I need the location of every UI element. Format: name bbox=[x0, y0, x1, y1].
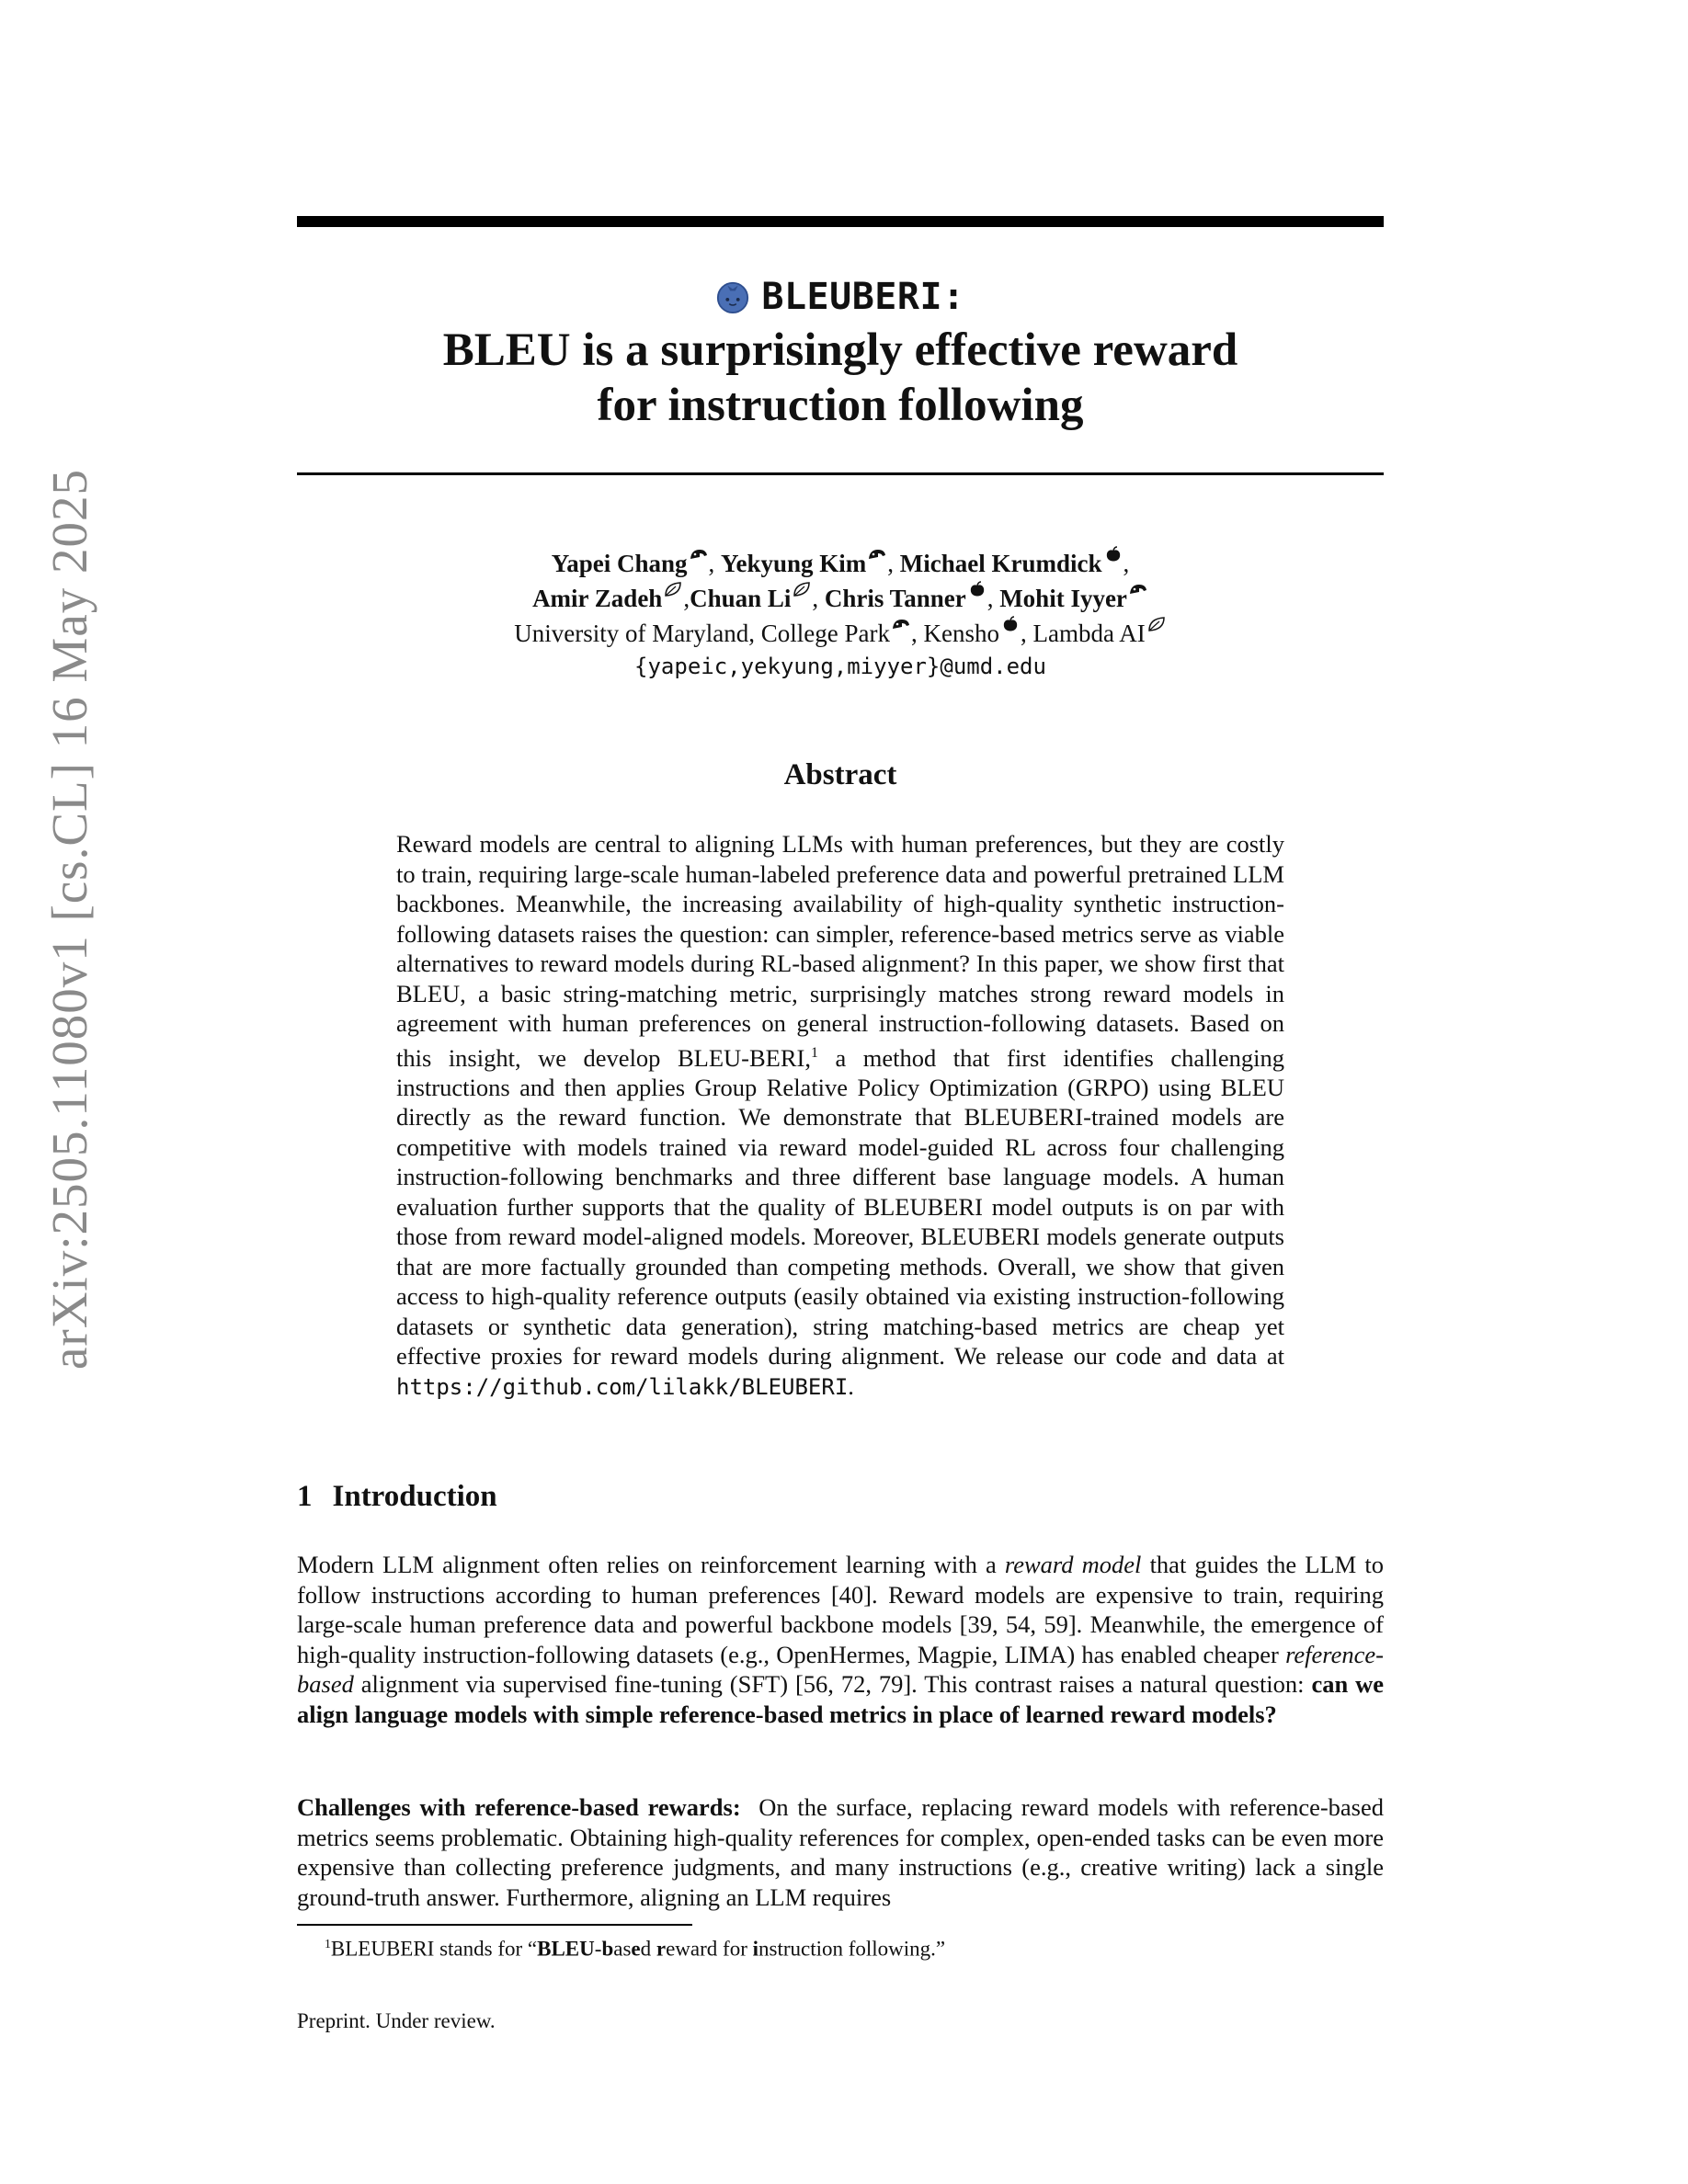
leaf-icon bbox=[663, 581, 683, 597]
leaf-icon bbox=[1146, 616, 1167, 632]
footnote-bold: r bbox=[656, 1937, 667, 1961]
footnote-bold: i bbox=[752, 1937, 758, 1961]
footnote-number: 1 bbox=[325, 1937, 331, 1951]
terrapin-icon bbox=[689, 546, 709, 563]
paragraph-text: alignment via supervised fine-tuning (SFT) [56, 72, 79]. This contrast raises a natural question: bbox=[353, 1670, 1312, 1698]
terrapin-icon bbox=[891, 616, 911, 632]
blueberry-icon bbox=[715, 279, 750, 314]
emphasis-text: reward model bbox=[1004, 1551, 1142, 1578]
author-name: Chris Tanner bbox=[824, 585, 966, 612]
intro-paragraph-1 bbox=[297, 1550, 1384, 1729]
author-block bbox=[297, 546, 1384, 682]
title-bottom-rule bbox=[297, 472, 1384, 475]
affiliation: University of Maryland, College Park bbox=[514, 620, 890, 647]
author-name: Amir Zadeh bbox=[532, 585, 663, 612]
title-top-rule bbox=[297, 216, 1384, 227]
footnote-text: - bbox=[594, 1937, 602, 1961]
footnote-text: as bbox=[613, 1937, 632, 1961]
author-name: Chuan Li bbox=[690, 585, 792, 612]
terrapin-icon bbox=[867, 546, 887, 563]
paper-title bbox=[297, 271, 1384, 433]
paragraph-text: On the surface, replacing reward models with reference-based metrics seems problematic. Obtaining high-quality references for complex, open-ended tasks can be even more expensive than collecting preference judgments, and many instructions (e.g., creative writing) lack a single ground-truth answer. Furthermore, aligning an LLM requires bbox=[297, 1793, 1385, 1911]
author-name: Mohit Iyyer bbox=[999, 585, 1127, 612]
title-brand-name: BLEUBERI: bbox=[761, 276, 965, 318]
abstract-text: . bbox=[848, 1371, 854, 1400]
footnote-bold: e bbox=[631, 1937, 641, 1961]
emphasis-text: reference-based bbox=[297, 1640, 1384, 1698]
apple-icon bbox=[967, 581, 987, 597]
author-email: {yapeic,yekyung,miyyer}@umd.edu bbox=[634, 654, 1046, 679]
footnote-rule bbox=[297, 1924, 692, 1926]
affiliation-line: University of Maryland, College Park , Kensho , Lambda AI bbox=[297, 616, 1384, 651]
paragraph-text: that guides the LLM to follow instructions according to human preferences [40]. Reward models are expensive to train, requiring large-scale human preference data and powerful backbone models [39, 54, 59]. Meanwhile, the emergence of high-quality instruction-following datasets (e.g., OpenHermes, Magpie, LIMA) has enabled cheaper bbox=[297, 1551, 1384, 1668]
affiliation: Lambda AI bbox=[1032, 620, 1146, 647]
footnote bbox=[325, 1930, 945, 1963]
code-url-link[interactable]: https://github.com/lilakk/BLEUBERI bbox=[396, 1373, 849, 1400]
paragraph-run-in-heading: Challenges with reference-based rewards: bbox=[297, 1793, 741, 1821]
footnote-text: BLEUBERI stands for “ bbox=[330, 1937, 538, 1961]
footnote-marker: 1 bbox=[810, 1044, 818, 1061]
intro-paragraph-2 bbox=[297, 1792, 1384, 1912]
author-name: Yekyung Kim bbox=[721, 550, 867, 577]
author-line-1: Yapei Chang , Yekyung Kim , Michael Krumdick , bbox=[297, 546, 1384, 581]
abstract-heading: Abstract bbox=[783, 758, 897, 791]
footnote-text: eward for bbox=[666, 1937, 753, 1961]
title-line-2: for instruction following bbox=[597, 380, 1084, 431]
footnote-text: nstruction following.” bbox=[758, 1937, 946, 1961]
arxiv-identifier-stamp: arXiv:2505.11080v1 [cs.CL] 16 May 2025 bbox=[41, 469, 97, 1371]
footnote-bold: b bbox=[601, 1937, 614, 1961]
author-name: Yapei Chang bbox=[551, 550, 688, 577]
preprint-notice: Preprint. Under review. bbox=[297, 2009, 496, 2032]
section-title: Introduction bbox=[332, 1480, 497, 1513]
section-number: 1 bbox=[297, 1480, 313, 1513]
section-heading-introduction bbox=[297, 1480, 497, 1514]
paragraph-text: Modern LLM alignment often relies on reinforcement learning with a bbox=[297, 1551, 1005, 1578]
leaf-icon bbox=[792, 581, 812, 597]
terrapin-icon bbox=[1128, 581, 1148, 597]
abstract-body bbox=[396, 829, 1284, 1402]
footnote-bold: BLEU bbox=[537, 1937, 595, 1961]
apple-icon bbox=[1000, 616, 1021, 632]
author-line-2: Amir Zadeh ,Chuan Li , Chris Tanner , Mohit Iyyer bbox=[297, 581, 1384, 616]
abstract-text: a method that first identifies challenging instructions and then applies Group Relative Policy Optimization (GRPO) using BLEU directly as the reward function. We demonstrate that BLEUBERI-trained models are competitive with models trained via reward model-guided RL across four challenging instruction-following benchmarks and three different base language models. A human evaluation further supports that the quality of BLEUBERI model outputs is on par with those from reward model-aligned models. Moreover, BLEUBERI models generate outputs that are more factually grounded than competing methods. Overall, we show that given access to high-quality reference outputs (easily obtained via existing instruction-following datasets or synthetic data generation), string matching-based metrics are cheap yet effective proxies for reward models during alignment. We release our code and data at bbox=[396, 1043, 1284, 1371]
title-line-1: BLEU is a surprisingly effective reward bbox=[442, 324, 1238, 376]
abstract-text: Reward models are central to aligning LLMs with human preferences, but they are costly to train, requiring large-scale human-labeled preference data and powerful pretrained LLM backbones. Meanwhile, the increasing availability of high-quality synthetic instruction-following datasets raises the question: can simpler, reference-based metrics serve as viable alternatives to reward models during RL-based alignment? In this paper, we show first that BLEU, a basic string-matching metric, surprisingly matches strong reward models in agreement with human preferences on general instruction-following datasets. Based on this insight, we develop BLEU-BERI, bbox=[396, 830, 1284, 1072]
title-brand bbox=[715, 271, 964, 323]
footnote-text: d bbox=[640, 1937, 656, 1961]
author-name: Michael Krumdick bbox=[899, 550, 1102, 577]
research-question: can we align language models with simple reference-based metrics in place of learned reward models? bbox=[297, 1670, 1384, 1728]
affiliation: Kensho bbox=[923, 620, 999, 647]
apple-icon bbox=[1103, 546, 1123, 563]
